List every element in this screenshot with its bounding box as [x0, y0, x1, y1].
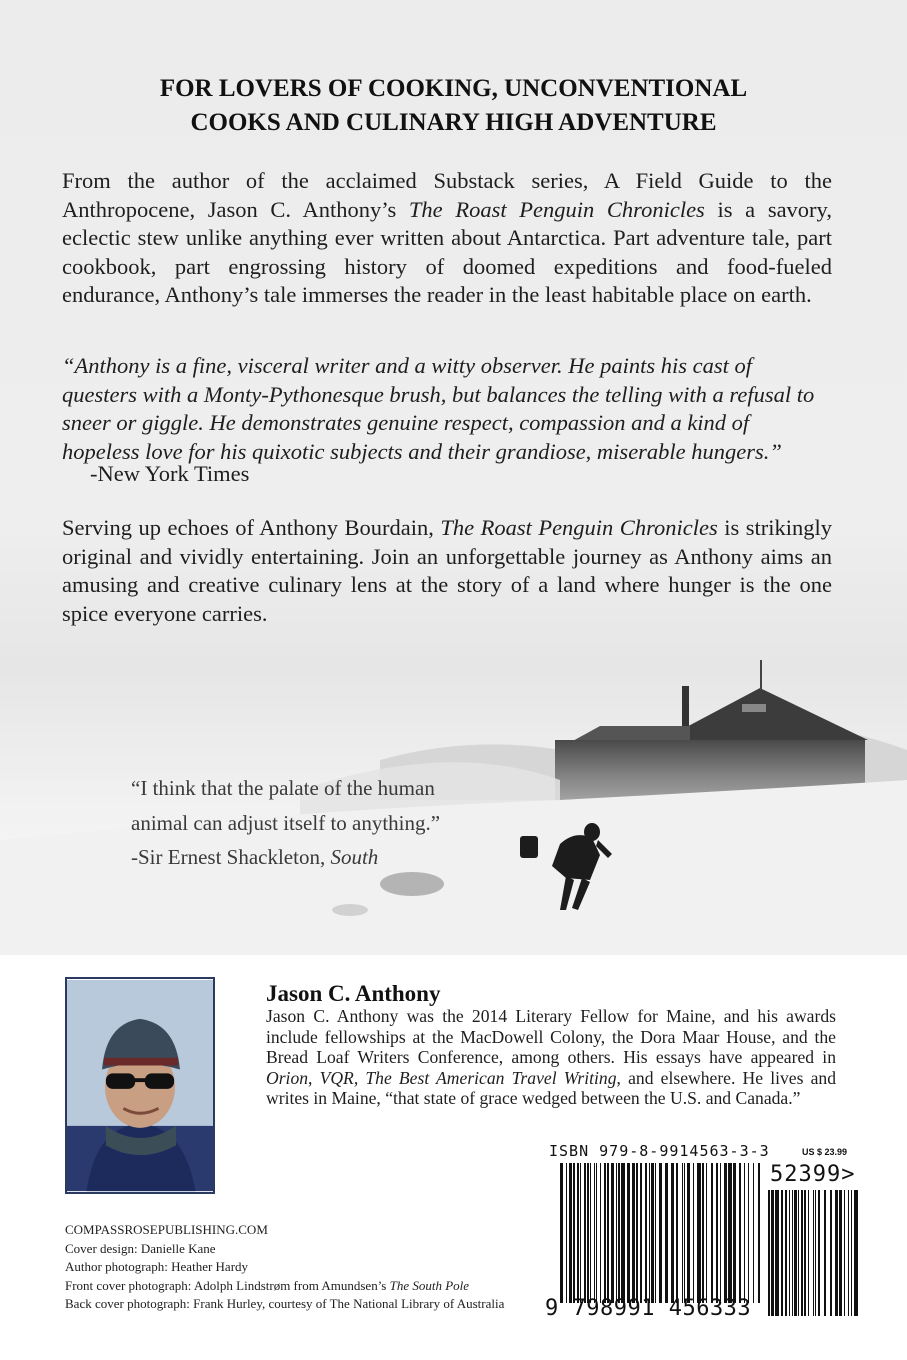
barcode-bar [618, 1163, 620, 1303]
blurb1-book-title: The Roast Penguin Chronicles [408, 196, 705, 222]
author-name: Jason C. Anthony [266, 981, 441, 1006]
barcode-bar [649, 1163, 650, 1303]
barcode-bar [835, 1190, 838, 1316]
barcode-bar [587, 1163, 589, 1303]
barcode-bar [671, 1163, 674, 1303]
headline [0, 72, 907, 140]
blurb2-book-title: The Roast Penguin Chronicles [440, 515, 718, 540]
bio-sep-2: , [353, 1067, 366, 1088]
barcode-bar [744, 1163, 745, 1303]
barcode-bar [580, 1163, 581, 1303]
headline-line-1: FOR LOVERS OF COOKING, UNCONVENTIONAL [159, 75, 748, 102]
barcode-bar [804, 1190, 806, 1316]
barcode-bar [789, 1190, 790, 1316]
barcode-bar [600, 1163, 601, 1303]
barcode-bar [733, 1163, 736, 1303]
barcode-bar [566, 1163, 567, 1303]
barcode-bar [813, 1190, 814, 1316]
isbn-text: ISBN 979-8-9914563-3-3 [549, 1142, 770, 1160]
barcode-bar [616, 1163, 617, 1303]
barcode-bar [798, 1190, 799, 1316]
barcode-bar [781, 1190, 783, 1316]
barcode-bar [728, 1163, 732, 1303]
credit-front-photo-book: The South Pole [389, 1277, 470, 1293]
barcode-bar [785, 1190, 787, 1316]
author-photo [65, 977, 215, 1194]
barcode-bar [720, 1163, 721, 1303]
barcode-bar [830, 1190, 832, 1316]
barcode-bar [753, 1163, 754, 1303]
price-label: US $ 23.99 [802, 1147, 848, 1157]
blurb-paragraph-2 [62, 514, 832, 628]
addon-arrow: > [841, 1162, 856, 1187]
barcode-bar [604, 1163, 606, 1303]
attribution-name: -Sir Ernest Shackleton, [131, 845, 331, 869]
barcode-bar [627, 1163, 630, 1303]
barcode-bar [584, 1163, 586, 1303]
bio-pub-orion: Orion [266, 1067, 309, 1088]
blurb-paragraph-1 [62, 167, 832, 310]
barcode-bar [724, 1163, 727, 1303]
barcode-bar [818, 1190, 820, 1316]
barcode-bar [824, 1190, 826, 1316]
barcode-bar [636, 1163, 638, 1303]
bio-pub-vqr: VQR [319, 1067, 354, 1088]
bio-text-b: , and elsewhere. He lives and writes in Maine, “that state of grace wedged between the U.S. and Canada.” [266, 1067, 837, 1108]
barcode-bar [651, 1163, 654, 1303]
credit-back-photo: Back cover photograph: Frank Hurley, courtesy of The National Library of Australia [65, 1296, 505, 1312]
barcode-bar [854, 1190, 858, 1316]
blurb1-text-b: is a savory, eclectic stew unlike anything ever written about Antarctica. Part adventure tale, part cookbook, part engrossing history of doomed expeditions and food-fueled endurance, Anthony’s tale immerses the reader in the least habitable place on earth. [62, 196, 832, 307]
shackleton-quote-line-2: animal can adjust itself to anything.” [131, 811, 441, 835]
barcode-bar [560, 1163, 563, 1303]
addon-digits [770, 1162, 855, 1187]
barcode-bar [596, 1163, 597, 1303]
barcode-bar [808, 1190, 809, 1316]
bio-sep-1: , [308, 1067, 320, 1088]
bio-text-a: Jason C. Anthony was the 2014 Literary Fellow for Maine, and his awards include fellowships at the MacDowell Colony, the Dora Maar House, and the Bread Loaf Writers Conference, among others. His essays have appeared in [266, 1006, 836, 1067]
barcode-bar [697, 1163, 701, 1303]
barcode-bar [815, 1190, 816, 1316]
barcode-bar [569, 1163, 572, 1303]
barcode-bar [687, 1163, 690, 1303]
barcode-bar [590, 1163, 591, 1303]
shackleton-quote-line-1: “I think that the palate of the human [131, 776, 435, 800]
publisher-website: COMPASSROSEPUBLISHING.COM [65, 1222, 268, 1237]
shackleton-attribution [131, 840, 551, 874]
barcode-bar [844, 1190, 845, 1316]
barcode-bar [682, 1163, 683, 1303]
attribution-book: South [330, 845, 379, 869]
barcode-bar [711, 1163, 713, 1303]
blurb2-text-b: is strikingly original and vividly entertaining. Join an unforgettable journey as Anthony aims an amusing and creative culinary lens at the story of a land where hunger is the one spice everyone carries. [62, 515, 832, 626]
barcode-bar [640, 1163, 642, 1303]
barcode-bar [739, 1163, 741, 1303]
barcode-bar [611, 1163, 614, 1303]
barcode-bar [594, 1163, 595, 1303]
bio-pub-bat: The Best American Travel Writing [365, 1067, 617, 1088]
blurb2-text-a: Serving up echoes of Anthony Bourdain, [62, 515, 441, 540]
barcode-bar [645, 1163, 647, 1303]
barcode-bar [632, 1163, 635, 1303]
credit-cover-design: Cover design: Danielle Kane [65, 1240, 216, 1256]
barcode-bar [665, 1163, 668, 1303]
barcode-bar [607, 1163, 609, 1303]
barcode-bar [775, 1190, 779, 1316]
barcode-bar [794, 1190, 797, 1316]
author-portrait-image [67, 979, 213, 1192]
barcode-bar [771, 1190, 774, 1316]
barcode-bar [577, 1163, 579, 1303]
review-source: -New York Times [90, 461, 250, 486]
addon-barcode-icon [768, 1190, 858, 1316]
credit-front-photo-text: Front cover photograph: Adolph Lindstrøm from Amundsen’s [65, 1277, 390, 1293]
barcode-bar [573, 1163, 575, 1303]
barcode-bar [702, 1163, 704, 1303]
blurb1-text-a: From the author of the acclaimed Substack series, A Field Guide to the Anthropocene, Jason C. Anthony’s [62, 168, 832, 222]
barcode-bar [792, 1190, 793, 1316]
credits [65, 1221, 535, 1314]
author-bio [266, 1006, 836, 1109]
barcode-bar [848, 1190, 849, 1316]
barcode-bar [851, 1190, 852, 1316]
barcode-bar [758, 1163, 760, 1303]
review-quote: “Anthony is a fine, visceral writer and a witty observer. He paints his cast of questers with a Monty-Pythonesque brush, but balances the telling with a refusal to sneer or giggle. He demonstrates genuine respect, compassion and a kind of hopeless love for his quixotic subjects and their grandiose, miserable hungers.” [62, 353, 815, 464]
barcode-bar [706, 1163, 707, 1303]
ean-digits: 9 798991 456333 [545, 1296, 752, 1321]
ean-barcode-icon [560, 1163, 760, 1303]
headline-line-2: COOKS AND CULINARY HIGH ADVENTURE [190, 109, 717, 136]
barcode-bar [684, 1163, 685, 1303]
barcode-bar [676, 1163, 678, 1303]
barcode-bar [621, 1163, 625, 1303]
barcode-bar [716, 1163, 718, 1303]
barcode-bar [748, 1163, 749, 1303]
barcode-bar [768, 1190, 770, 1316]
addon-number: 52399 [770, 1162, 842, 1187]
barcode-bar [659, 1163, 662, 1303]
credit-front-photo [65, 1277, 535, 1296]
barcode-bar [655, 1163, 656, 1303]
barcode-bar [801, 1190, 803, 1316]
credit-author-photo: Author photograph: Heather Hardy [65, 1259, 249, 1275]
barcode-bar [693, 1163, 694, 1303]
barcode-bar [839, 1190, 842, 1316]
